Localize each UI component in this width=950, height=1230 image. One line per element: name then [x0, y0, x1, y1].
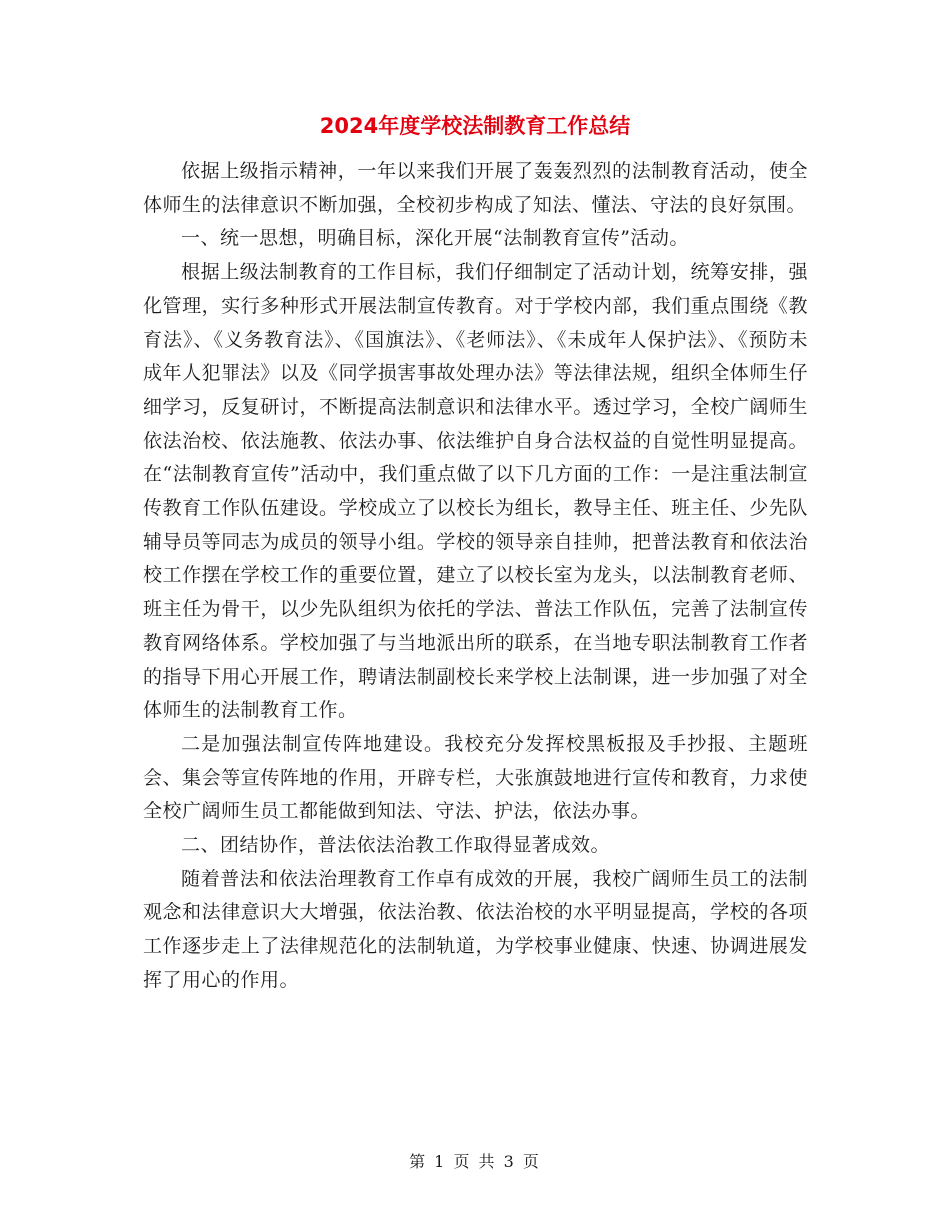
paragraph-section-2-body: 随着普法和依法治理教育工作卓有成效的开展，我校广阔师生员工的法制观念和法律意识大大增强，依法治教、依法治校的水平明显提高，学校的各项工作逐步走上了法律规范化的法制轨道，为学校事业健康、快速、协调进展发挥了用心的作用。 [143, 867, 808, 991]
section-heading-1: 一、统一思想，明确目标，深化开展“法制教育宣传”活动。 [181, 227, 689, 250]
section-heading-2: 二、团结协作，普法依法治教工作取得显著成效。 [181, 834, 611, 857]
document-body [143, 155, 808, 998]
paragraph-section-1-publicity: 二是加强法制宣传阵地建设。我校充分发挥校黑板报及手抄报、主题班会、集会等宣传阵地的作用，开辟专栏，大张旗鼓地进行宣传和教育，力求使全校广阔师生员工都能做到知法、守法、护法，依法办事。 [143, 732, 808, 823]
paragraph-intro: 依据上级指示精神，一年以来我们开展了轰轰烈烈的法制教育活动，使全体师生的法律意识不断加强，全校初步构成了知法、懂法、守法的良好氛围。 [143, 160, 808, 216]
document-title: 2024年度学校法制教育工作总结 [319, 114, 631, 138]
page-number-footer: 第 1 页 共 3 页 [409, 1152, 541, 1171]
paragraph-section-1-body: 根据上级法制教育的工作目标，我们仔细制定了活动计划，统筹安排，强化管理，实行多种形式开展法制宣传教育。对于学校内部，我们重点围绕《教育法》、《义务教育法》、《国旗法》、《老师法》、《未成年人保护法》、《预防未成年人犯罪法》以及《同学损害事故处理办法》等法律法规，组织全体师生仔细学习，反复研讨，不断提高法制意识和法律水平。透过学习，全校广阔师生依法治校、依法施教、依法办事、依法维护自身合法权益的自觉性明显提高。在“法制教育宣传”活动中，我们重点做了以下几方面的工作：一是注重法制宣传教育工作队伍建设。学校成立了以校长为组长，教导主任、班主任、少先队辅导员等同志为成员的领导小组。学校的领导亲自挂帅，把普法教育和依法治校工作摆在学校工作的重要位置，建立了以校长室为龙头，以法制教育老师、班主任为骨干，以少先队组织为依托的学法、普法工作队伍，完善了法制宣传教育网络体系。学校加强了与当地派出所的联系，在当地专职法制教育工作者的指导下用心开展工作，聘请法制副校长来学校上法制课，进一步加强了对全体师生的法制教育工作。 [143, 261, 808, 722]
